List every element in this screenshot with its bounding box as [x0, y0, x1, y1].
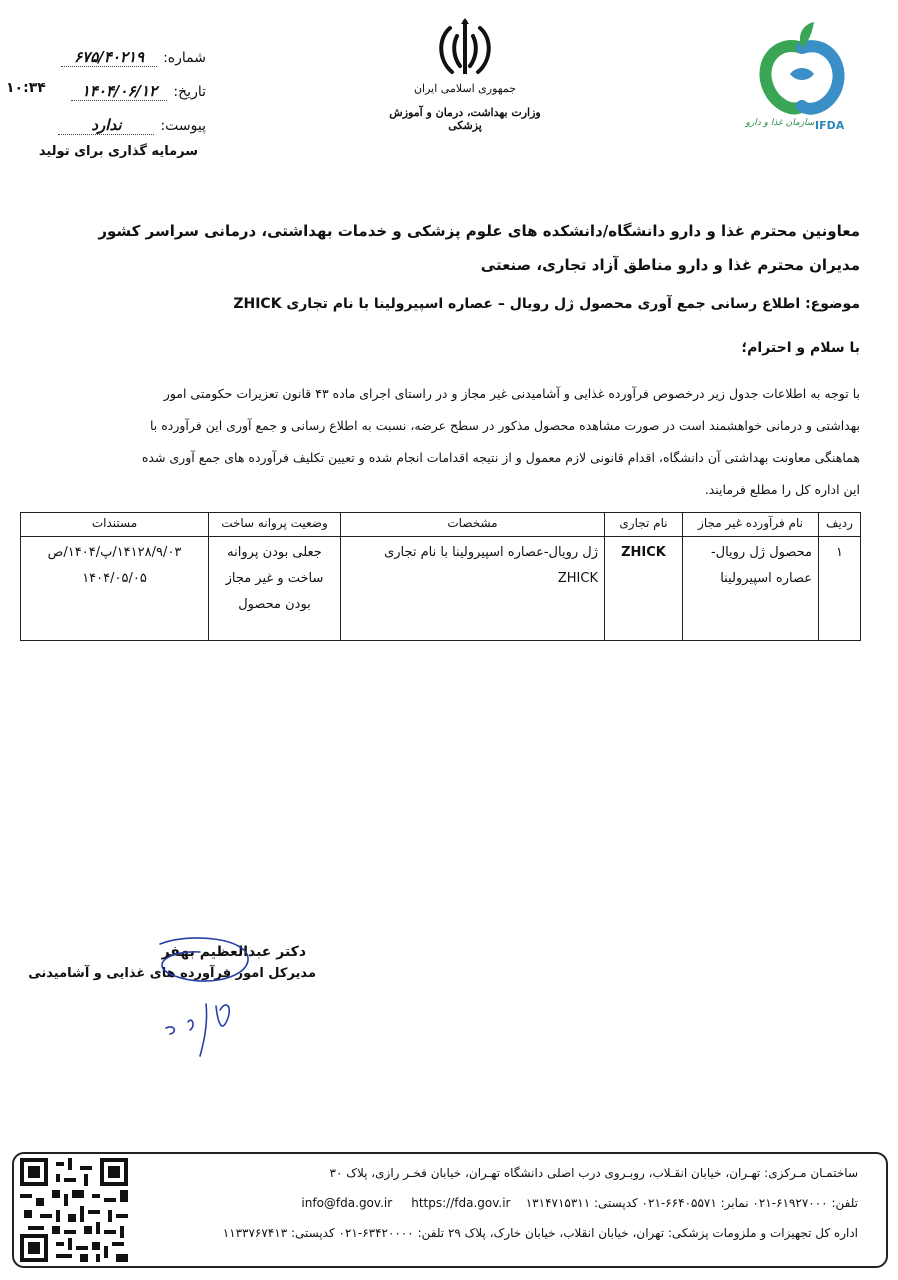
attachment-label: پیوست: [160, 118, 206, 134]
footer-address-main: ساختمـان مـرکزی: تهـران، خیابان انقـلاب، روبـروی درب اصلی دانشگاه تهـران، خیابان فخـر رازی، پلاک ۳۰ [329, 1166, 858, 1180]
table-header-row [21, 513, 861, 537]
products-table [20, 512, 861, 641]
letter-number [61, 48, 206, 67]
footer-website[interactable]: https://fda.gov.ir [411, 1196, 511, 1210]
col-documents: مستندات [21, 513, 209, 537]
footer-phones: تلفن: ۶۱۹۲۷۰۰۰-۰۲۱ نمابر: ۶۶۴۰۵۵۷۱-۰۲۱ کدپستی: ۱۳۱۴۷۱۵۳۱۱ [525, 1196, 858, 1210]
cell-row-number: ۱ [819, 537, 861, 641]
subject-line: موضوع: اطلاع رسانی جمع آوری محصول ژل رویال – عصاره اسپیرولینا با نام تجاری ZHICK [233, 296, 860, 312]
date-value: ۱۴۰۴/۰۶/۱۲ [71, 82, 167, 101]
footer-address-secondary: اداره کل تجهیزات و ملزومات پزشکی: تهران، خیابان انقلاب، خیابان خارک، پلاک ۲۹ تلفن: ۶۳۴۲۰۰۰۰-۰۲۱ کدپستی: ۱۱۳۳۷۶۷۴۱۳ [222, 1226, 858, 1240]
time-stamp: ۱۰:۳۴ [6, 80, 46, 96]
cell-specifications: ژل رویال-عصاره اسپیرولینا با نام تجاری ZHICK [341, 537, 605, 641]
col-product-name: نام فرآورده غیر مجاز [683, 513, 819, 537]
cell-documents: ۱۴۱۲۸/۹/۰۳/پ/۱۴۰۴/ص ۱۴۰۴/۰۵/۰۵ [21, 537, 209, 641]
signatory-title: مدیرکل امور فرآورده های غذایی و آشامیدنی [28, 966, 316, 981]
addressee-line-1: معاونین محترم غذا و دارو دانشگاه/دانشکده های علوم پزشکی و خدمات بهداشتی، درمانی سراسر کشور [98, 222, 860, 240]
cell-license-status: جعلی بودن پروانه ساخت و غیر مجاز بودن محصول [209, 537, 341, 641]
cell-brand-name: ZHICK [605, 537, 683, 641]
ministry-title: وزارت بهداشت، درمان و آموزش پزشکی [389, 106, 541, 132]
body-line-3: هماهنگی معاونت بهداشتی آن دانشگاه، اقدام قانونی لازم معمول و از نتیجه اقدامات انجام شده و تعیین تکلیف فرآورده های جمع آوری شده [141, 450, 860, 465]
date-label: تاریخ: [173, 84, 206, 100]
greeting: با سلام و احترام؛ [741, 340, 860, 356]
iran-emblem-icon [430, 14, 500, 84]
footer-contact [301, 1196, 858, 1210]
number-label: شماره: [163, 50, 206, 66]
addressee-line-2: مدیران محترم غذا و دارو مناطق آزاد تجاری، صنعتی [480, 256, 860, 274]
qr-code-icon [20, 1158, 128, 1262]
col-specifications: مشخصات [341, 513, 605, 537]
body-line-4: این اداره کل را مطلع فرمایند. [704, 482, 860, 497]
letter-date [71, 82, 206, 101]
republic-title: جمهوری اسلامی ایران [413, 82, 517, 95]
letter-attachment [58, 116, 206, 135]
col-row-number: ردیف [819, 513, 861, 537]
handwritten-signature-icon [130, 930, 290, 1070]
number-value: ۶۷۵/۴۰۲۱۹ [61, 48, 157, 67]
cell-product-name: محصول ژل رویال- عصاره اسپیرولینا [683, 537, 819, 641]
ifda-logo-text: سازمان غذا و دارو [745, 118, 815, 128]
table-row [21, 537, 861, 641]
col-license-status: وضعیت پروانه ساخت [209, 513, 341, 537]
body-line-1: با توجه به اطلاعات جدول زیر درخصوص فرآورده غذایی و آشامیدنی غیر مجاز و در راستای اجرای ماده ۴۳ قانون تعزیرات حکومتی امور [163, 386, 860, 401]
investment-slogan: سرمایه گذاری برای تولید [38, 144, 198, 159]
attachment-value: ندارد [58, 116, 154, 135]
footer-email[interactable]: info@fda.gov.ir [301, 1196, 393, 1210]
body-line-2: بهداشتی و درمانی خواهشمند است در صورت مشاهده محصول مذکور در سطح عرضه، نسبت به اطلاع رسانی و جمع آوری این فرآورده با [149, 418, 860, 433]
col-brand-name: نام تجاری [605, 513, 683, 537]
signatory-name: دکتر عبدالعظیم بهفر [161, 944, 306, 960]
ifda-logo-abbr: IFDA [815, 119, 845, 132]
